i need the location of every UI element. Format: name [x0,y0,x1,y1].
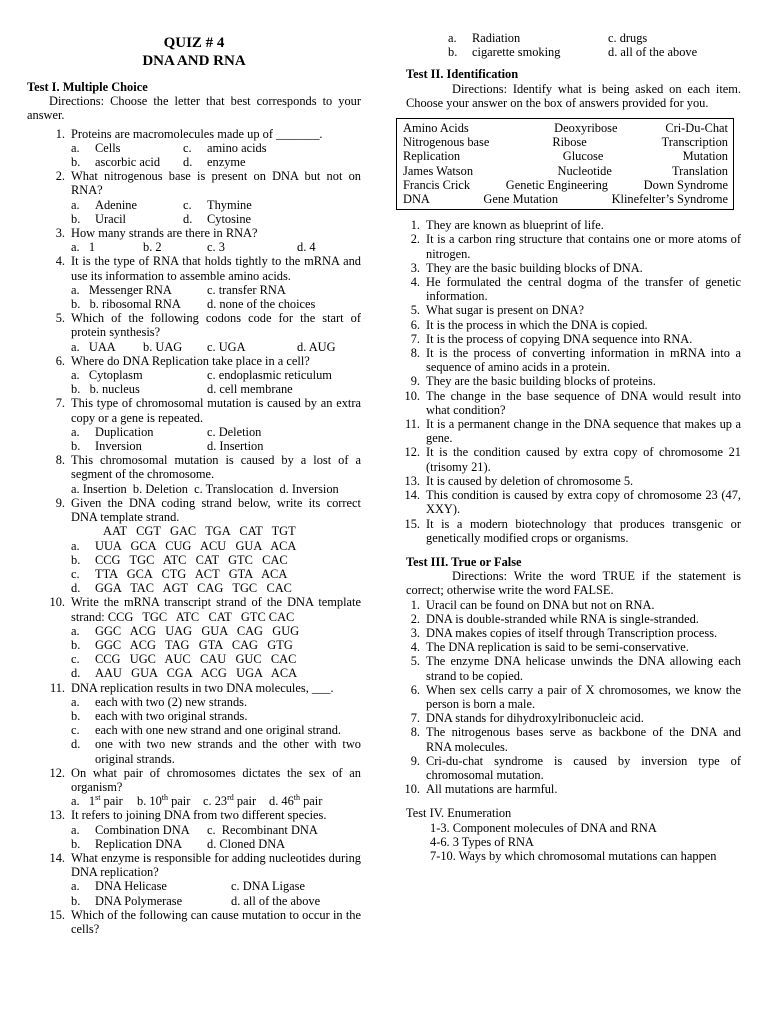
question-text: How many strands are there in RNA? [71,226,258,241]
test2-heading: Test II. Identification [406,67,519,82]
question-text: Given the DNA coding strand below, write its correct DNA template strand. [71,495,361,525]
question-12: 12. On what pair of chromosomes dictates the sex of an organism? [49,765,361,794]
answer-box-row: Replication Glucose Mutation [403,149,728,164]
question-2-options: a. Adenine c. Thymine b. Uracil d. Cytosine [71,197,252,226]
answer-box-row: James Watson Nucleotide Translation [403,163,728,178]
true-false-item: 5. The enzyme DNA helicase unwinds the DNA allowing each strand to be copied. [410,654,741,683]
answer-box-row: Amino Acids Deoxyribose Cri-Du-Chat [403,121,728,136]
enumeration-item: 7-10. Ways by which chromosomal mutations can happen [430,848,717,863]
right-column [403,31,741,863]
test4-items [430,821,741,864]
question-11: 11. DNA replication results in two DNA molecules, ___. [49,680,334,695]
question-text: This chromosomal mutation is caused by a lost of a segment of the chromosome. [71,453,361,482]
question-4: 4. It is the type of RNA that holds tightly to the mRNA and use its information to assemble amino acids. [55,254,361,283]
dna-coding-strand: AAT CGT GAC TGA CAT TGT [103,524,296,539]
identification-item: 13. It is caused by deletion of chromosome 5. [404,473,634,488]
question-3-options: a. 1 b. 2 c. 3 d. 4 [71,240,316,255]
left-column [27,34,365,936]
test3-directions: Directions: Write the word TRUE if the statement is correct; otherwise write the word FALSE. [406,569,741,598]
quiz-title: QUIZ # 4 [163,35,225,51]
question-text: Where do DNA Replication take place in a cell? [71,353,310,368]
answer-box-row: Nitrogenous base Ribose Transcription [403,135,728,150]
answer-box-row: DNA Gene Mutation Klinefelter’s Syndrome [403,192,728,207]
true-false-item: 7. DNA stands for dihydroxylribonucleic acid. [410,711,644,726]
identification-item: 12. It is the condition caused by extra copy of chromosome 21 (trisomy 21). [404,445,741,474]
question-1: 1. Proteins are macromolecules made up of _______. [55,126,323,141]
identification-item: 7. It is the process of copying DNA sequence into RNA. [410,331,693,346]
true-false-item: 2. DNA is double-stranded while RNA is single-stranded. [410,611,699,626]
identification-item: 1. They are known as blueprint of life. [410,218,604,233]
question-9: 9. Given the DNA coding strand below, write its correct DNA template strand. [55,495,361,525]
enumeration-item: 1-3. Component molecules of DNA and RNA [430,820,657,835]
question-10: 10. Write the mRNA transcript strand of the DNA template strand: CCG TGC ATC CAT GTC CAC [49,595,365,624]
true-false-item: 8. The nitrogenous bases serve as backbone of the DNA and RNA molecules. [410,725,741,754]
true-false-item: 1. Uracil can be found on DNA but not on RNA. [410,597,655,612]
question-text: On what pair of chromosomes dictates the sex of an organism? [71,765,361,794]
question-11-options: a. each with two (2) new strands. b. each with two original strands. c. each with one new strand and one original strand. d. one with two new strands and the other with two original strands. [71,694,361,766]
enumeration-item: 4-6. 3 Types of RNA [430,834,534,849]
answer-choices-box [396,118,734,210]
question-text: DNA replication results in two DNA molecules, ___. [71,680,334,695]
question-text: Write the mRNA transcript strand of the DNA template strand: CCG TGC ATC CAT GTC CAC [71,595,365,624]
question-8: 8. This chromosomal mutation is caused by a lost of a segment of the chromosome. [55,453,361,482]
question-5-options: a. UAA b. UAG c. UGA d. AUG [71,339,336,354]
identification-item: 4. He formulated the central dogma of the transfer of genetic information. [410,275,741,304]
question-9-options: a. UUA GCA CUG ACU GUA ACA b. CCG TGC ATC CAT GTC CAC c. TTA GCA CTG ACT GTA ACA d. GGA TAC AGT CAG TGC CAC [71,538,297,596]
question-14-options: a. DNA Helicase c. DNA Ligase b. DNA Polymerase d. all of the above [71,879,321,908]
test2-directions: Directions: Identify what is being asked on each item. Choose your answer on the box of answers provided for you. [406,81,741,110]
identification-item: 11. It is a permanent change in the DNA sequence that makes up a gene. [404,417,741,446]
test1-directions: Directions: Choose the letter that best corresponds to your answer. [27,94,361,123]
answer-box-row: Francis Crick Genetic Engineering Down Syndrome [403,177,728,192]
question-7-options: a. Duplication c. Deletion b. Inversion d. Insertion [71,424,264,454]
true-false-item: 3. DNA makes copies of itself through Transcription process. [410,625,718,640]
identification-item: 2. It is a carbon ring structure that contains one or more atoms of nitrogen. [410,232,741,261]
question-13-options: a. Combination DNA c. Recombinant DNA b. Replication DNA d. Cloned DNA [71,822,318,851]
question-text: Proteins are macromolecules made up of _______. [71,126,323,141]
question-4-options: a. Messenger RNA c. transfer RNA b. b. ribosomal RNA d. none of the choices [71,282,316,312]
test1-heading: Test I. Multiple Choice [27,80,148,94]
question-6-options: a. Cytoplasm c. endoplasmic reticulum b. b. nucleus d. cell membrane [71,368,332,397]
identification-item: 6. It is the process in which the DNA is copied. [410,317,648,332]
identification-item: 14. This condition is caused by extra copy of chromosome 23 (47, XXY). [404,488,741,517]
test3-heading: Test III. True or False [406,554,522,569]
question-text: It refers to joining DNA from two different species. [71,808,327,823]
test2-items [406,218,741,545]
identification-item: 3. They are the basic building blocks of DNA. [410,260,643,275]
question-text: This type of chromosomal mutation is caused by an extra copy or a gene is repeated. [71,396,361,425]
question-3: 3. How many strands are there in RNA? [55,226,258,241]
test4-heading: Test IV. Enumeration [406,806,512,821]
question-text: It is the type of RNA that holds tightly to the mRNA and use its information to assemble amino acids. [71,254,361,283]
question-6: 6. Where do DNA Replication take place in a cell? [55,353,310,368]
question-14: 14. What enzyme is responsible for adding nucleotides during DNA replication? [49,850,361,880]
quiz-subtitle: DNA AND RNA [142,53,246,69]
question-10-options: a. GGC ACG UAG GUA CAG GUG b. GGC ACG TAG GTA CAG GTG c. CCG UGC AUC CAU GUC CAC d. AAU GUA CGA ACG UGA ACA [71,623,300,681]
true-false-item: 6. When sex cells carry a pair of X chromosomes, we know the person is born a male. [410,682,741,711]
identification-item: 10. The change in the base sequence of DNA would result into what condition? [404,388,741,417]
question-text: What nitrogenous base is present on DNA but not on RNA? [71,169,361,198]
question-8-options: a. Insertion b. Deletion c. Translocation d. Inversion [71,481,339,496]
question-15: 15. Which of the following can cause mutation to occur in the cells? [49,907,361,936]
identification-item: 5. What sugar is present on DNA? [410,303,584,318]
question-5: 5. Which of the following codons code for the start of protein synthesis? [55,311,361,340]
true-false-item: 4. The DNA replication is said to be semi-conservative. [410,640,689,655]
test1-questions [27,126,365,937]
question-13: 13. It refers to joining DNA from two different species. [49,808,327,823]
identification-item: 9. They are the basic building blocks of proteins. [410,374,656,389]
identification-item: 8. It is the process of converting information in mRNA into a sequence of amino acids in a protein. [410,346,741,375]
test3-items [406,598,741,797]
true-false-item: 9. Cri-du-chat syndrome is caused by inversion type of chromosomal mutation. [410,753,741,782]
question-15-options: a. Radiation c. drugs b. cigarette smoking d. all of the above [448,31,698,60]
question-7: 7. This type of chromosomal mutation is caused by an extra copy or a gene is repeated. [55,396,361,425]
question-text: What enzyme is responsible for adding nucleotides during DNA replication? [71,850,361,880]
question-1-options: a. Cells c. amino acids b. ascorbic acid d. enzyme [71,140,267,170]
question-text: Which of the following can cause mutation to occur in the cells? [71,907,361,936]
question-text: Which of the following codons code for the start of protein synthesis? [71,311,361,340]
question-12-options: a. 1st pair b. 10th pair c. 23rd pair d. 46th pair [71,793,323,809]
identification-item: 15. It is a modern biotechnology that produces transgenic or genetically modified crops or organisms. [404,516,741,545]
question-2: 2. What nitrogenous base is present on DNA but not on RNA? [55,169,361,198]
true-false-item: 10. All mutations are harmful. [404,782,558,797]
